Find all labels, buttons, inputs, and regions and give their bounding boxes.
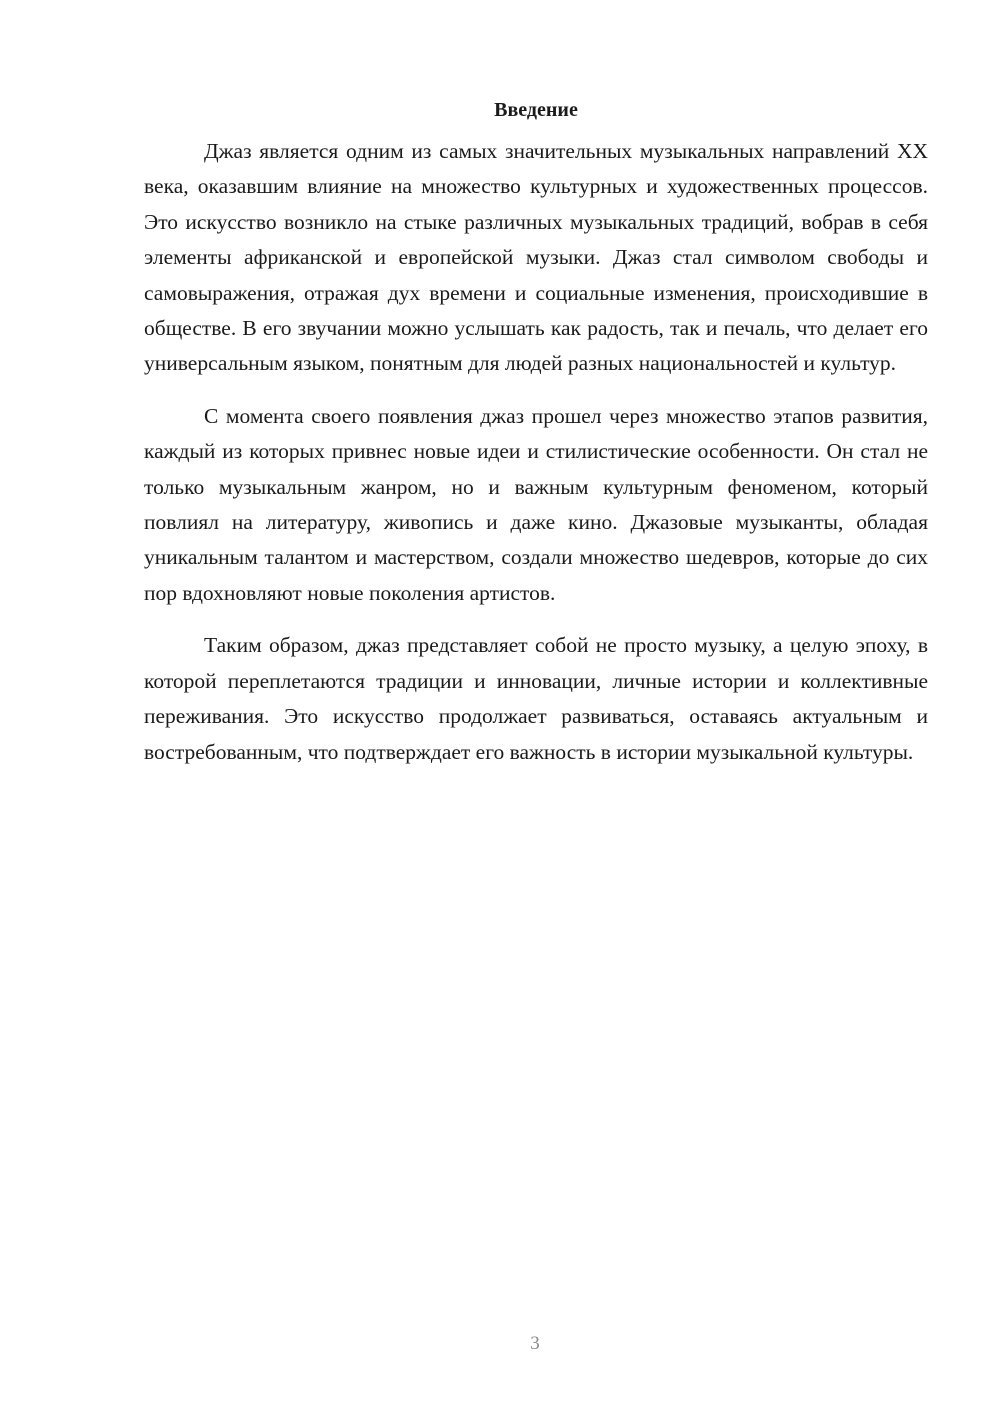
paragraph-3: Таким образом, джаз представляет собой не просто музыку, а целую эпоху, в которой переплетаются традиции и инновации, личные истории и коллективные переживания. Это искусство продолжает развиваться, оставаясь актуальным и востребованным, что подтверждает его важность в истории музыкальной культуры.	[144, 633, 928, 764]
section-heading: Введение	[494, 99, 578, 121]
page-content	[144, 96, 928, 770]
paragraph-2: С момента своего появления джаз прошел через множество этапов развития, каждый из которых привнес новые идеи и стилистические особенности. Он стал не только музыкальным жанром, но и важным культурным феноменом, который повлиял на литературу, живопись и даже кино. Джазовые музыканты, обладая уникальным талантом и мастерством, создали множество шедевров, которые до сих пор вдохновляют новые поколения артистов.	[144, 403, 928, 605]
page-number: 3	[530, 1333, 540, 1354]
paragraph-1: Джаз является одним из самых значительных музыкальных направлений XX века, оказавшим влияние на множество культурных и художественных процессов. Это искусство возникло на стыке различных музыкальных традиций, вобрав в себя элементы африканской и европейской музыки. Джаз стал символом свободы и самовыражения, отражая дух времени и социальные изменения, происходившие в обществе. В его звучании можно услышать как радость, так и печаль, что делает его универсальным языком, понятным для людей разных национальностей и культур.	[144, 139, 928, 376]
